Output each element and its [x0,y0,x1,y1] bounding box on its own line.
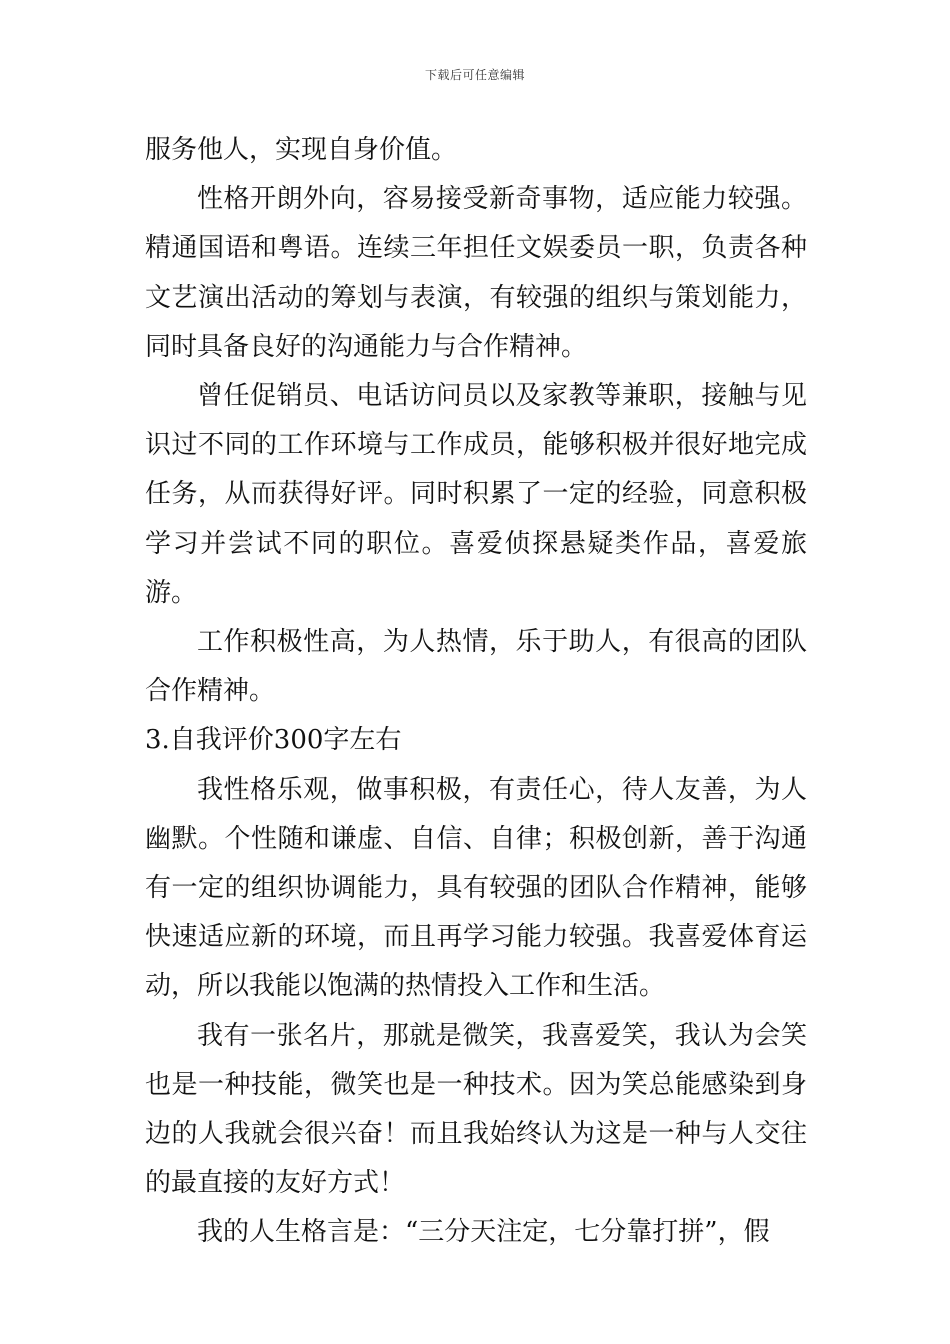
section-heading: 3.自我评价300字左右 [145,725,402,756]
paragraph-5: 我性格乐观，做事积极，有责任心，待人友善，为人幽默。个性随和谦虚、自信、自律；积极创新，善于沟通有一定的组织协调能力，具有较强的团队合作精神，能够快速适应新的环境，而且再学习能力较强。我喜爱体育运动，所以我能以饱满的热情投入工作和生活。 [145,774,807,1002]
paragraph-3: 曾任促销员、电话访问员以及家教等兼职，接触与见识过不同的工作环境与工作成员，能够积极并很好地完成任务，从而获得好评。同时积累了一定的经验，同意积极学习并尝试不同的职位。喜爱侦探悬疑类作品，喜爱旅游。 [145,381,807,608]
document-body [145,126,807,1258]
paragraph-4: 工作积极性高，为人热情，乐于助人，有很高的团队合作精神。 [145,627,807,707]
page-header: 下载后可任意编辑 [424,68,525,82]
paragraph-6: 我有一张名片，那就是微笑，我喜爱笑，我认为会笑也是一种技能，微笑也是一种技术。因为笑总能感染到身边的人我就会很兴奋！而且我始终认为这是一种与人交往的最直接的友好方式！ [145,1020,807,1199]
paragraph-7: 我的人生格言是：“三分天注定，七分靠打拼”，假 [197,1217,770,1248]
paragraph-2: 性格开朗外向，容易接受新奇事物，适应能力较强。精通国语和粤语。连续三年担任文娱委员一职，负责各种文艺演出活动的筹划与表演，有较强的组织与策划能力，同时具备良好的沟通能力与合作精神。 [145,184,807,362]
paragraph-1: 服务他人，实现自身价值。 [145,135,458,165]
